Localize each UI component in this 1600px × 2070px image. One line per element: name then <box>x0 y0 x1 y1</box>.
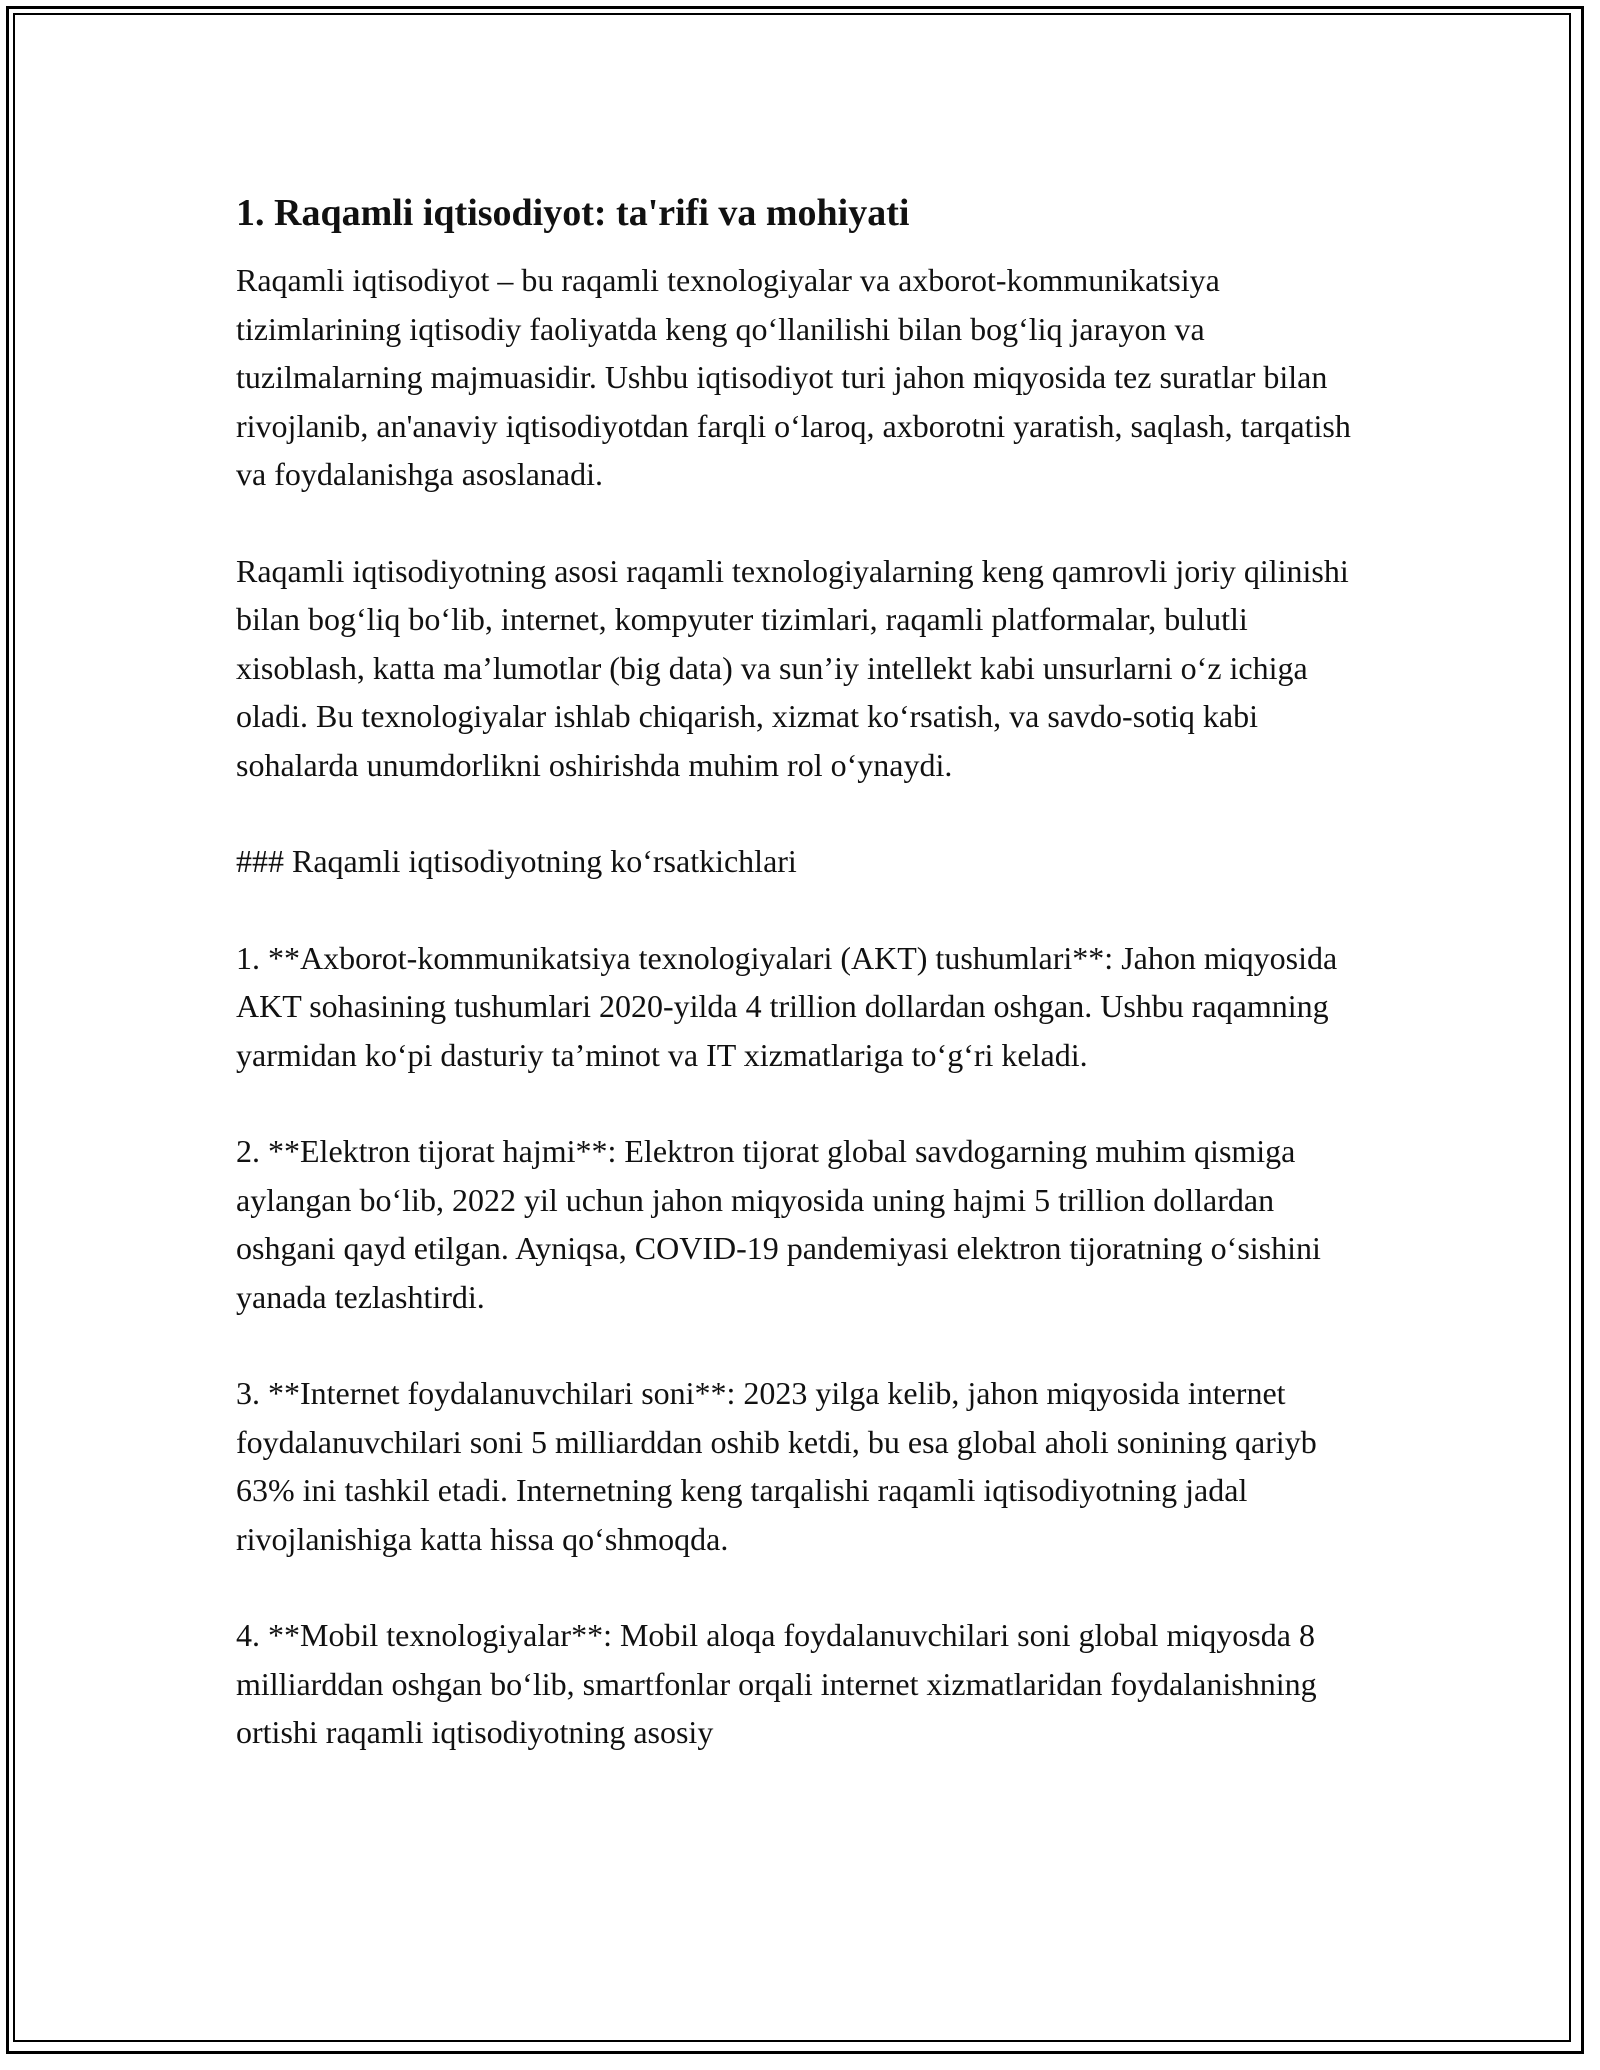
list-item-ecommerce: 2. **Elektron tijorat hajmi**: Elektron tijorat global savdogarning muhim qismiga aylangan bo‘lib, 2022 yil uchun jahon miqyosida uning hajmi 5 trillion dollardan oshgani qayd etilgan. Ayniqsa, COVID-19 pandemiyasi elektron tijoratning o‘sishini yanada tezlashtirdi. <box>236 1133 1321 1315</box>
section-heading-indicators: ### Raqamli iqtisodiyotning ko‘rsatkichlari <box>236 843 797 879</box>
paragraph-spacer <box>236 1563 1376 1611</box>
paragraph-foundation: Raqamli iqtisodiyotning asosi raqamli texnologiyalarning keng qamrovli joriy qilinishi bilan bog‘liq bo‘lib, internet, kompyuter tizimlari, raqamli platformalar, bulutli xisoblash, katta ma’lumotlar (big data) va sun’iy intellekt kabi unsurlarni o‘z ichiga oladi. Bu texnologiyalar ishlab chiqarish, xizmat ko‘rsatish, va savdo-sotiq kabi sohalarda unumdorlikni oshirishda muhim rol o‘ynaydi. <box>236 552 1349 783</box>
paragraph-spacer <box>236 1321 1376 1369</box>
list-item-ict-revenue: 1. **Axborot-kommunikatsiya texnologiyalari (AKT) tushumlari**: Jahon miqyosida AKT sohasining tushumlari 2020-yilda 4 trillion dollardan oshgan. Ushbu raqamning yarmidan ko‘pi dasturiy ta’minot va IT xizmatlariga to‘g‘ri keladi. <box>236 939 1338 1073</box>
document-body <box>236 188 1376 1757</box>
list-item-mobile-tech: 4. **Mobil texnologiyalar**: Mobil aloqa foydalanuvchilari soni global miqyosda 8 milliarddan oshgan bo‘lib, smartfonlar orqali internet xizmatlaridan foydalanishning ortishi raqamli iqtisodiyotning asosiy <box>236 1617 1317 1750</box>
paragraph-spacer <box>236 1079 1376 1127</box>
paragraph-spacer <box>236 886 1376 934</box>
paragraph-spacer <box>236 789 1376 837</box>
list-item-internet-users: 3. **Internet foydalanuvchilari soni**: 2023 yilga kelib, jahon miqyosida internet foydalanuvchilari soni 5 milliarddan oshib ketdi, bu esa global aholi sonining qariyb 63% ini tashkil etadi. Internetning keng tarqalishi raqamli iqtisodiyotning jadal rivojlanishiga katta hissa qo‘shmoqda. <box>236 1375 1317 1557</box>
paragraph-spacer <box>236 499 1376 547</box>
document-title: 1. Raqamli iqtisodiyot: ta'rifi va mohiyati <box>236 192 910 234</box>
paragraph-definition: Raqamli iqtisodiyot – bu raqamli texnologiyalar va axborot-kommunikatsiya tizimlarining iqtisodiy faoliyatda keng qo‘llanilishi bilan bog‘liq jarayon va tuzilmalarning majmuasidir. Ushbu iqtisodiyot turi jahon miqyosida tez suratlar bilan rivojlanib, an'anaviy iqtisodiyotdan farqli o‘laroq, axborotni yaratish, saqlash, tarqatish va foydalanishga asoslanadi. <box>236 262 1351 492</box>
